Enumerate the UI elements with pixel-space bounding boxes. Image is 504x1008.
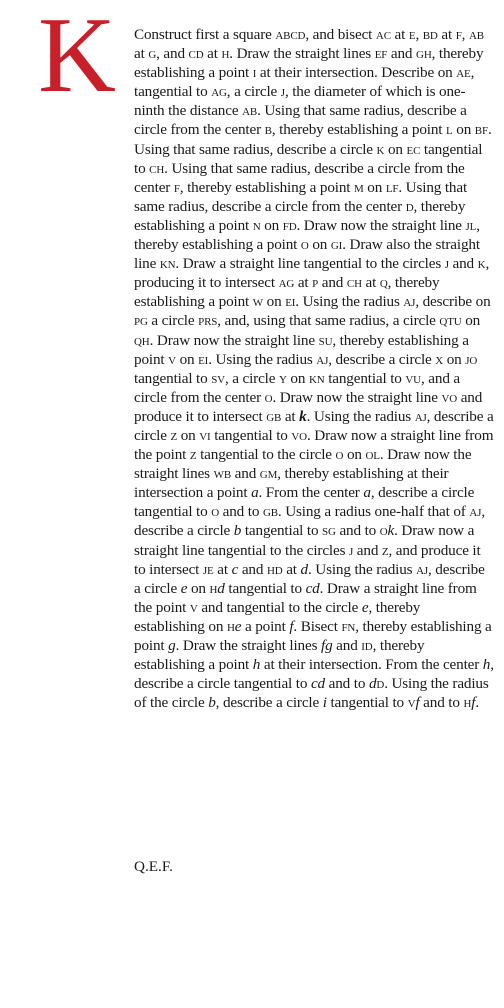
point-label: sv xyxy=(211,369,225,387)
text-run: . Using that same radius, describe a circle from the center xyxy=(134,102,467,139)
point-label: v xyxy=(168,350,176,368)
text-run: . Draw now the straight line xyxy=(149,331,319,349)
text-run: tangential to xyxy=(134,369,212,387)
point-label: je xyxy=(202,560,214,578)
point-label: ei xyxy=(198,350,209,368)
point-label: lf xyxy=(385,178,399,196)
point-label: fd xyxy=(282,216,297,234)
point-label: f xyxy=(471,694,476,712)
text-run: on xyxy=(343,446,366,464)
text-run: on xyxy=(384,140,407,158)
point-label: o xyxy=(335,446,344,464)
point-label: w xyxy=(252,293,263,311)
point-label: pg xyxy=(134,312,148,330)
text-run: , and a circle from the center xyxy=(134,369,460,406)
text-run: and to xyxy=(335,522,380,540)
text-run: and tangential to the circle xyxy=(197,598,362,616)
text-run: on xyxy=(461,312,481,330)
point-label: m xyxy=(354,178,364,196)
point-label: z xyxy=(170,426,178,444)
text-run: and xyxy=(332,637,362,654)
point-label: qtu xyxy=(439,312,462,330)
text-run: . xyxy=(475,694,479,712)
point-label: su xyxy=(318,331,333,349)
point-label: h xyxy=(226,617,235,635)
point-label: jl xyxy=(465,216,477,234)
text-run: , describe a circle xyxy=(134,503,485,540)
point-label: d xyxy=(368,675,377,693)
point-label: ch xyxy=(149,159,165,177)
text-run: . Draw the straight lines xyxy=(175,637,321,654)
point-label: aj xyxy=(316,350,329,368)
text-run: , xyxy=(415,26,423,43)
point-label: x xyxy=(435,350,444,368)
point-label: k xyxy=(376,140,385,158)
text-run: , thereby establishing a point xyxy=(179,178,355,196)
point-label: p xyxy=(312,274,319,292)
point-label: y xyxy=(278,369,287,387)
text-run: at their intersection. From the center xyxy=(260,656,483,674)
text-run: and xyxy=(238,560,267,578)
text-run: at xyxy=(281,407,300,425)
text-run: , thereby establishing on xyxy=(134,598,421,635)
text-run: a circle xyxy=(147,312,199,330)
text-run: on xyxy=(308,236,331,254)
point-label: i xyxy=(322,694,327,712)
construction-instructions xyxy=(134,25,494,712)
point-label: v xyxy=(189,598,198,616)
point-label: jo xyxy=(465,350,478,368)
point-label: ac xyxy=(375,26,391,43)
text-run: on xyxy=(286,369,309,387)
text-run: , and bisect xyxy=(305,26,376,43)
point-label: ec xyxy=(406,140,421,158)
point-label: k xyxy=(387,522,395,540)
point-label: ae xyxy=(456,64,471,82)
text-run: and to xyxy=(219,503,263,521)
point-label: aj xyxy=(469,503,482,521)
text-run: , describe a circle xyxy=(328,350,436,368)
text-run: on xyxy=(260,216,283,234)
point-label: f xyxy=(289,617,294,635)
text-run: on xyxy=(175,350,199,368)
text-run: , describe a circle xyxy=(215,694,323,712)
text-run: . Bisect xyxy=(293,617,342,635)
point-label: sg xyxy=(322,522,336,540)
point-label: gm xyxy=(259,465,278,483)
text-run: . Using a radius one-half that of xyxy=(277,503,470,521)
text-run: on xyxy=(187,579,210,597)
text-run: . Using that same radius, describe a circle xyxy=(134,121,492,158)
point-label: h xyxy=(252,656,261,674)
point-label: d xyxy=(405,197,414,215)
text-run: , and produce it to intersect xyxy=(134,541,481,578)
text-run: . Draw a straight line tangential to the circles xyxy=(175,255,445,273)
point-label: c xyxy=(231,560,239,578)
text-run: , thereby establishing a point xyxy=(134,216,480,254)
text-run: . Draw a straight line from the point xyxy=(134,579,477,616)
point-label: v xyxy=(407,694,416,712)
qef-closing: Q.E.F. xyxy=(134,858,173,875)
point-label: qh xyxy=(134,331,150,349)
text-run: on xyxy=(443,350,466,368)
point-label: wb xyxy=(213,465,232,483)
point-label: ag xyxy=(278,274,295,292)
text-run: , describe a circle tangential to xyxy=(134,656,494,693)
point-label: aj xyxy=(414,407,427,425)
point-label: ei xyxy=(285,293,296,311)
point-label: f xyxy=(455,26,462,43)
text-run: at xyxy=(437,26,456,43)
text-run: and xyxy=(318,274,347,292)
point-label: b xyxy=(233,522,242,540)
point-label: ab xyxy=(242,102,258,120)
text-run: , a circle xyxy=(224,369,279,387)
text-run: tangential to xyxy=(210,426,292,444)
text-run: , xyxy=(461,26,469,43)
point-label: gi xyxy=(330,236,343,254)
point-label: vi xyxy=(199,426,211,444)
text-run: , describe a circle tangential to xyxy=(134,484,475,521)
point-label: e xyxy=(408,26,416,43)
text-run: . Using the radius xyxy=(306,407,415,425)
point-label: g xyxy=(148,45,157,63)
text-run: and xyxy=(387,45,417,63)
text-run: . Using the radius xyxy=(295,293,404,311)
point-label: gh xyxy=(416,45,432,63)
text-run: . Draw now the straight line xyxy=(296,216,466,234)
text-run: . Draw the straight lines xyxy=(229,45,375,63)
point-label: ol xyxy=(365,446,380,464)
text-run: on xyxy=(177,426,200,444)
text-run: and xyxy=(231,465,260,483)
text-run: , describe a circle xyxy=(134,560,485,597)
point-label: aj xyxy=(416,560,428,578)
point-label: vu xyxy=(405,369,421,387)
point-label: gb xyxy=(266,407,282,425)
point-label: b xyxy=(208,694,216,712)
point-label: bd xyxy=(422,26,438,43)
point-label: i xyxy=(252,64,257,82)
text-run: at xyxy=(203,45,222,63)
text-run: at xyxy=(213,560,232,578)
point-label: j xyxy=(444,255,449,273)
text-run: . Using the radius xyxy=(208,350,317,368)
text-run: tangential to xyxy=(324,369,406,387)
point-label: e xyxy=(180,579,188,597)
text-run: . Draw also the straight line xyxy=(134,236,480,273)
text-run: , and xyxy=(156,45,189,63)
text-run: at xyxy=(390,26,409,43)
text-run: a point xyxy=(241,617,290,635)
text-run: , thereby establishing a point xyxy=(134,617,492,654)
point-label: fn xyxy=(341,617,356,635)
point-label: kn xyxy=(308,369,325,387)
text-run: on xyxy=(452,121,475,139)
text-run: and to xyxy=(419,694,464,712)
point-label: kn xyxy=(159,255,176,273)
point-label: h xyxy=(463,694,472,712)
point-label: ab xyxy=(468,26,484,43)
text-run: , thereby establishing a point xyxy=(134,197,466,234)
point-label: h xyxy=(482,656,491,674)
point-label: h xyxy=(221,45,230,63)
point-label: d xyxy=(300,560,308,578)
point-label: cd xyxy=(188,45,204,63)
point-label: bf xyxy=(474,121,488,139)
text-run: , a circle xyxy=(226,83,281,101)
point-label: a xyxy=(251,484,259,502)
point-label: ef xyxy=(374,45,388,63)
text-run: and xyxy=(448,255,478,273)
point-label: k xyxy=(299,407,307,425)
point-label: o xyxy=(300,236,309,254)
drop-cap-letter: K xyxy=(38,0,116,115)
point-label: f xyxy=(415,694,420,712)
text-run: , thereby establishing a point xyxy=(134,637,425,674)
point-label: h xyxy=(209,579,218,597)
text-run: . Using the radius of the circle xyxy=(134,675,489,712)
point-label: q xyxy=(379,274,388,292)
text-run: , the diameter of which is one-ninth the distance xyxy=(134,83,466,120)
point-label: cd xyxy=(310,675,325,693)
point-label: gb xyxy=(262,503,278,521)
point-label: fg xyxy=(321,637,333,654)
point-label: j xyxy=(349,541,354,559)
text-run: at xyxy=(294,274,313,292)
point-label: e xyxy=(361,598,369,616)
text-run: tangential to xyxy=(134,140,483,177)
point-label: k xyxy=(477,255,486,273)
text-run: and to xyxy=(325,675,369,693)
point-label: ch xyxy=(346,274,362,292)
point-label: cd xyxy=(305,579,320,597)
text-run: . From the center xyxy=(258,484,364,502)
point-label: o xyxy=(211,503,219,521)
point-label: a xyxy=(363,484,371,502)
text-run: . Using the radius xyxy=(307,560,417,578)
text-run: tangential to xyxy=(224,579,306,597)
text-run: . Draw now the straight lines xyxy=(134,446,472,483)
point-label: z xyxy=(381,541,389,559)
text-run: Construct first a square xyxy=(134,26,276,43)
text-run: and produce it to intersect xyxy=(134,388,483,425)
point-label: o xyxy=(264,388,273,406)
text-run: at xyxy=(134,45,149,63)
text-run: , describe on xyxy=(415,293,491,311)
text-run: at xyxy=(282,560,301,578)
point-label: hd xyxy=(266,560,283,578)
point-label: vo xyxy=(441,388,458,406)
text-run: . Draw now a straight line from the point xyxy=(134,426,494,464)
point-label: id xyxy=(361,637,373,654)
text-run: , thereby establishing a point xyxy=(134,45,484,82)
text-run: tangential to xyxy=(326,694,408,712)
text-run: . Using that same radius, describe a circle from the center xyxy=(134,178,468,215)
point-label: d xyxy=(376,675,385,693)
point-label: prs xyxy=(198,312,218,330)
point-label: abcd xyxy=(275,26,306,43)
point-label: n xyxy=(252,216,261,234)
text-run: , describe a circle xyxy=(134,407,494,444)
text-run: . Draw now the straight line xyxy=(272,388,442,406)
point-label: b xyxy=(264,121,272,139)
point-label: g xyxy=(168,637,176,654)
text-run: at their intersection. Describe on xyxy=(256,64,457,82)
text-run: , tangential to xyxy=(134,64,475,101)
text-run: at xyxy=(361,274,380,292)
point-label: ag xyxy=(211,83,227,101)
point-label: vo xyxy=(291,426,307,444)
point-label: o xyxy=(379,522,388,540)
point-label: z xyxy=(189,446,197,464)
text-run: , thereby establishing a point xyxy=(134,274,440,311)
text-run: , thereby establishing a point xyxy=(134,331,469,368)
text-run: . Using that same radius, describe a circle from the center xyxy=(134,159,465,196)
text-run: , thereby establishing a point xyxy=(271,121,447,139)
text-run: tangential to the circle xyxy=(196,446,336,464)
text-run: , and, using that same radius, a circle xyxy=(217,312,440,330)
point-label: l xyxy=(446,121,453,139)
point-label: e xyxy=(234,617,242,635)
text-run: on xyxy=(263,293,286,311)
text-run: and xyxy=(353,541,382,559)
point-label: aj xyxy=(403,293,416,311)
point-label: j xyxy=(280,83,285,101)
text-run: tangential to xyxy=(241,522,323,540)
text-run: , producing it to intersect xyxy=(134,255,490,292)
point-label: f xyxy=(173,178,180,196)
text-run: . Draw now a straight line tangential to the circles xyxy=(134,522,475,559)
text-run: on xyxy=(363,178,386,196)
point-label: d xyxy=(217,579,225,597)
text-run: , thereby establishing at their intersection a point xyxy=(134,465,449,502)
